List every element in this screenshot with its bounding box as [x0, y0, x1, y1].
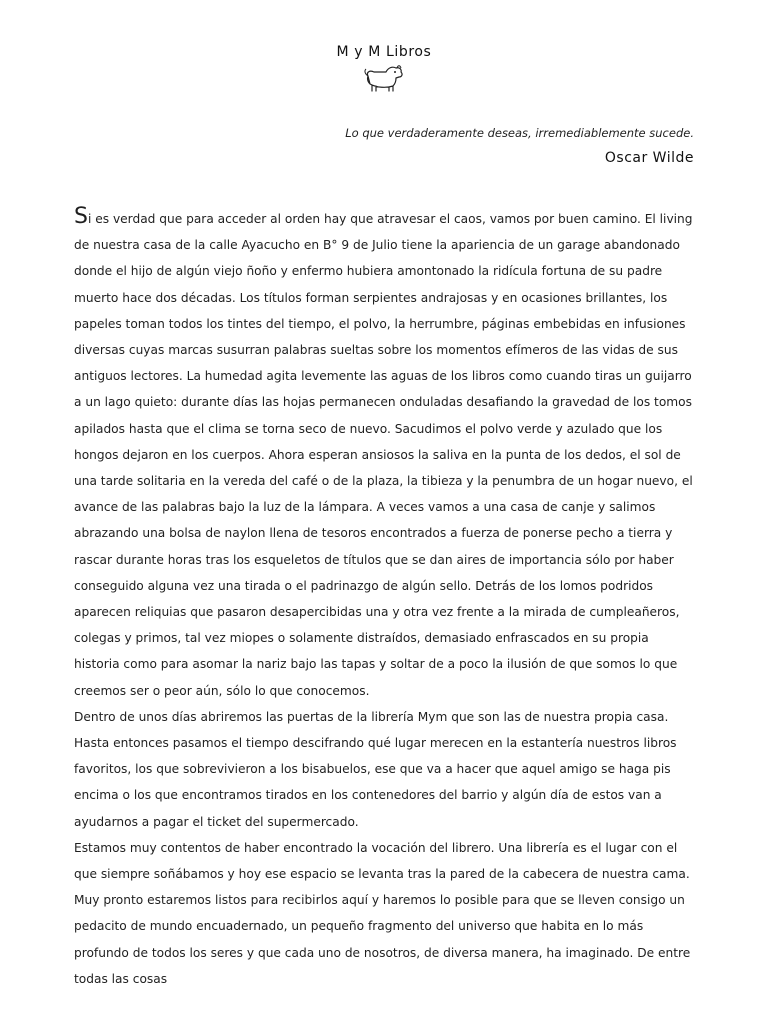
- article-body: [74, 206, 696, 992]
- drop-cap: S: [74, 204, 88, 229]
- dog-icon: [362, 62, 406, 94]
- paragraph-2: Dentro de unos días abriremos las puertas de la librería Mym que son las de nuestra propia casa. Hasta entonces pasamos el tiempo descifrando qué lugar merecen en la estantería nuestros libros favoritos, los que sobrevivieron a los bisabuelos, ese que va a hacer que aquel amigo se haga pis encima o los que encontramos tirados en los contenedores del barrio y algún día de estos van a ayudarnos a pagar el ticket del supermercado.: [74, 709, 677, 829]
- paragraph-4: Muy pronto estaremos listos para recibirlos aquí y haremos lo posible para que se lleven consigo un pedacito de mundo encuadernado, un pequeño fragmento del universo que habita en lo más profundo de todos los seres y que cada uno de nosotros, de diversa manera, ha imaginado. De entre todas las cosas: [74, 893, 691, 986]
- paragraph-1: [74, 206, 696, 704]
- paragraph-3: Estamos muy contentos de haber encontrado la vocación del librero. Una librería es el lugar con el que siempre soñábamos y hoy ese espacio se levanta tras la pared de la cabecera de nuestra cama.: [74, 840, 690, 882]
- document-header: [0, 44, 768, 60]
- brand-title: M y M Libros: [336, 44, 432, 60]
- epigraph-author: Oscar Wilde: [604, 150, 694, 166]
- paragraph-1-text: i es verdad que para acceder al orden hay que atravesar el caos, vamos por buen camino. El living de nuestra casa de la calle Ayacucho en B° 9 de Julio tiene la apariencia de un garage abandonado donde el hijo de algún viejo ñoño y enfermo hubiera amontonado la ridícula fortuna de su padre muerto hace dos décadas. Los títulos forman serpientes andrajosas y en ocasiones brillantes, los papeles toman todos los tintes del tiempo, el polvo, la herrumbre, páginas embebidas en infusiones diversas cuyas marcas susurran palabras sueltas sobre los momentos efímeros de las vidas de sus antiguos lectores. La humedad agita levemente las aguas de los libros como cuando tiras un guijarro a un lago quieto: durante días las hojas permanecen onduladas desafiando la gravedad de los tomos apilados hasta que el clima se torna seco de nuevo. Sacudimos el polvo verde y azulado que los hongos dejaron en los cuerpos. Ahora esperan ansiosos la saliva en la punta de los dedos, el sol de una tarde solitaria en la vereda del café o de la plaza, la tibieza y la penumbra de un hogar nuevo, el avance de las palabras bajo la luz de la lámpara. A veces vamos a una casa de canje y salimos abrazando una bolsa de naylon llena de tesoros encontrados a fuerza de ponerse pecho a tierra y rascar durante horas tras los esqueletos de títulos que se dan aires de importancia sólo por haber conseguido alguna vez una tirada o el padrinazgo de algún sello. Detrás de los lomos podridos aparecen reliquias que pasaron desapercibidas una y otra vez frente a la mirada de cumpleañeros, colegas y primos, tal vez miopes o solamente distraídos, demasiado enfrascados en su propia historia como para asomar la nariz bajo las tapas y soltar de a poco la ilusión de que somos lo que creemos ser o peor aún, sólo lo que conocemos.: [74, 212, 693, 698]
- epigraph: [345, 126, 694, 166]
- epigraph-quote: Lo que verdaderamente deseas, irremediablemente sucede.: [345, 126, 694, 140]
